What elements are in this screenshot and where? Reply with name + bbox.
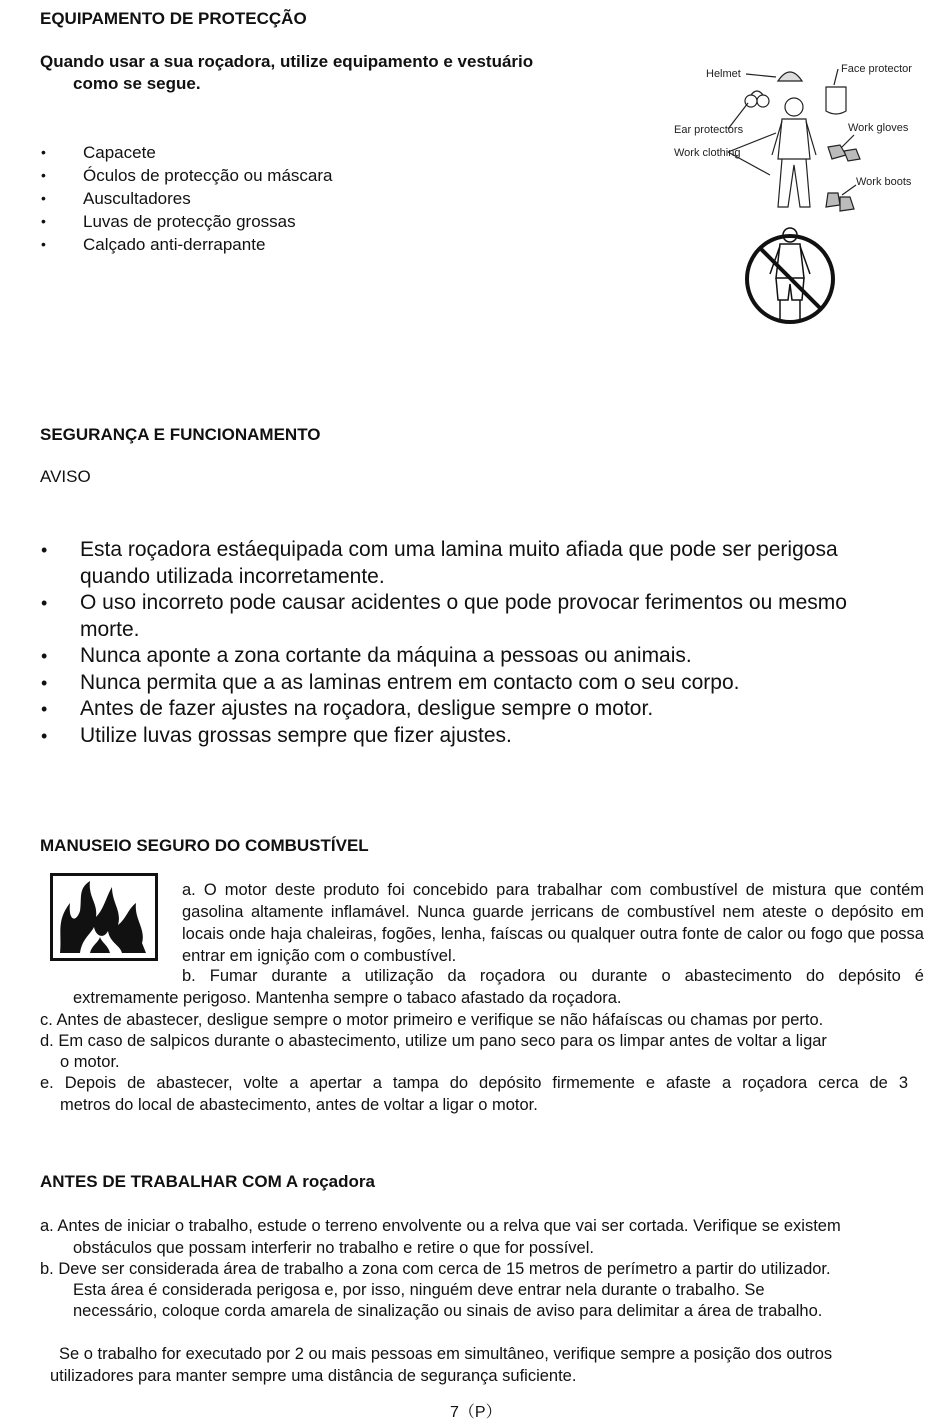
ear-protectors-label: Ear protectors [674, 124, 744, 136]
before-item-a-line2: obstáculos que possam interferir no trabalho e retire o que for possível. [73, 1239, 594, 1257]
face-protector-label: Face protector [841, 63, 912, 75]
list-item: • Esta roçadora estáequipada com uma lamina muito afiada que pode ser perigosa quando utilizada incorretamente. [41, 537, 901, 590]
protective-equipment-illustration [668, 55, 930, 220]
safety-title: SEGURANÇA E FUNCIONAMENTO [40, 425, 321, 444]
before-item-b-line3: necessário, coloque corda amarela de sinalização ou sinais de aviso para delimitar a área de trabalho. [73, 1302, 823, 1320]
list-item: • Calçado anti-derrapante [41, 233, 332, 256]
before-item-b-line1: b. Deve ser considerada área de trabalho a zona com cerca de 15 metros de perímetro a partir do utilizador. [40, 1260, 831, 1278]
equipment-intro-line1: Quando usar a sua roçadora, utilize equipamento e vestuário [40, 52, 534, 71]
list-item: • Auscultadores [41, 187, 332, 210]
work-gloves-label: Work gloves [848, 122, 909, 134]
fuel-item-d-line1: d. Em caso de salpicos durante o abastecimento, utilize um pano seco para os limpar antes de voltar a ligar [40, 1032, 827, 1050]
work-boots-label: Work boots [856, 176, 912, 188]
fuel-item-b-line2: extremamente perigoso. Mantenha sempre o tabaco afastado da roçadora. [73, 989, 622, 1007]
fuel-title: MANUSEIO SEGURO DO COMBUSTÍVEL [40, 836, 369, 855]
before-item-a-line1: a. Antes de iniciar o trabalho, estude o terreno envolvente ou a relva que vai ser cortada. Verifique se existem [40, 1217, 841, 1235]
work-clothing-label: Work clothing [674, 147, 741, 159]
page-number: 7（P） [450, 1404, 502, 1421]
list-item: • O uso incorreto pode causar acidentes o que pode provocar ferimentos ou mesmo morte. [41, 590, 901, 643]
prohibited-clothing-icon [744, 226, 839, 326]
helmet-label: Helmet [706, 68, 741, 80]
before-note-line1: Se o trabalho for executado por 2 ou mais pessoas em simultâneo, verifique sempre a posição dos outros [59, 1345, 833, 1363]
list-item: • Óculos de protecção ou máscara [41, 164, 332, 187]
equipment-intro-line2: como se segue. [73, 74, 201, 93]
before-work-title: ANTES DE TRABALHAR COM A roçadora [40, 1172, 375, 1191]
fuel-item-c: c. Antes de abastecer, desligue sempre o motor primeiro e verifique se não háfaíscas ou chamas por perto. [40, 1011, 824, 1029]
safety-list [41, 537, 901, 749]
equipment-intro [40, 51, 533, 95]
flammable-icon [50, 873, 158, 961]
before-item-b-line2: Esta área é considerada perigosa e, por isso, ninguém deve entrar nela durante o trabalho. Se [73, 1281, 765, 1299]
list-item: • Luvas de protecção grossas [41, 210, 332, 233]
fuel-item-a: a. O motor deste produto foi concebido para trabalhar com combustível de mistura que contém gasolina altamente inflamável. Nunca guarde jerricans de combustível nem ateste o depósito em locais onde haja chaleiras, fogões, lenha, faíscas ou qualquer outra fonte de calor ou fogo que possa entrar em ignição com o combustível. [182, 881, 924, 965]
list-item: • Nunca permita que a as laminas entrem em contacto com o seu corpo. [41, 670, 901, 697]
fuel-item-d-line2: o motor. [60, 1053, 120, 1071]
fuel-item-e-line1: e. Depois de abastecer, volte a apertar a tampa do depósito firmemente e afaste a roçadora cerca de 3 [40, 1074, 908, 1092]
list-item: • Capacete [41, 141, 332, 164]
fuel-item-e-line2: metros do local de abastecimento, antes de voltar a ligar o motor. [60, 1096, 538, 1114]
list-item: • Nunca aponte a zona cortante da máquina a pessoas ou animais. [41, 643, 901, 670]
equipment-title: EQUIPAMENTO DE PROTECÇÃO [40, 9, 307, 28]
before-note-line2: utilizadores para manter sempre uma distância de segurança suficiente. [50, 1367, 577, 1385]
list-item: • Utilize luvas grossas sempre que fizer ajustes. [41, 723, 901, 750]
warning-label: AVISO [40, 467, 91, 486]
equipment-list [41, 141, 332, 256]
fuel-item-b-line1: b. Fumar durante a utilização da roçadora ou durante o abastecimento do depósito é [182, 967, 924, 985]
list-item: • Antes de fazer ajustes na roçadora, desligue sempre o motor. [41, 696, 901, 723]
